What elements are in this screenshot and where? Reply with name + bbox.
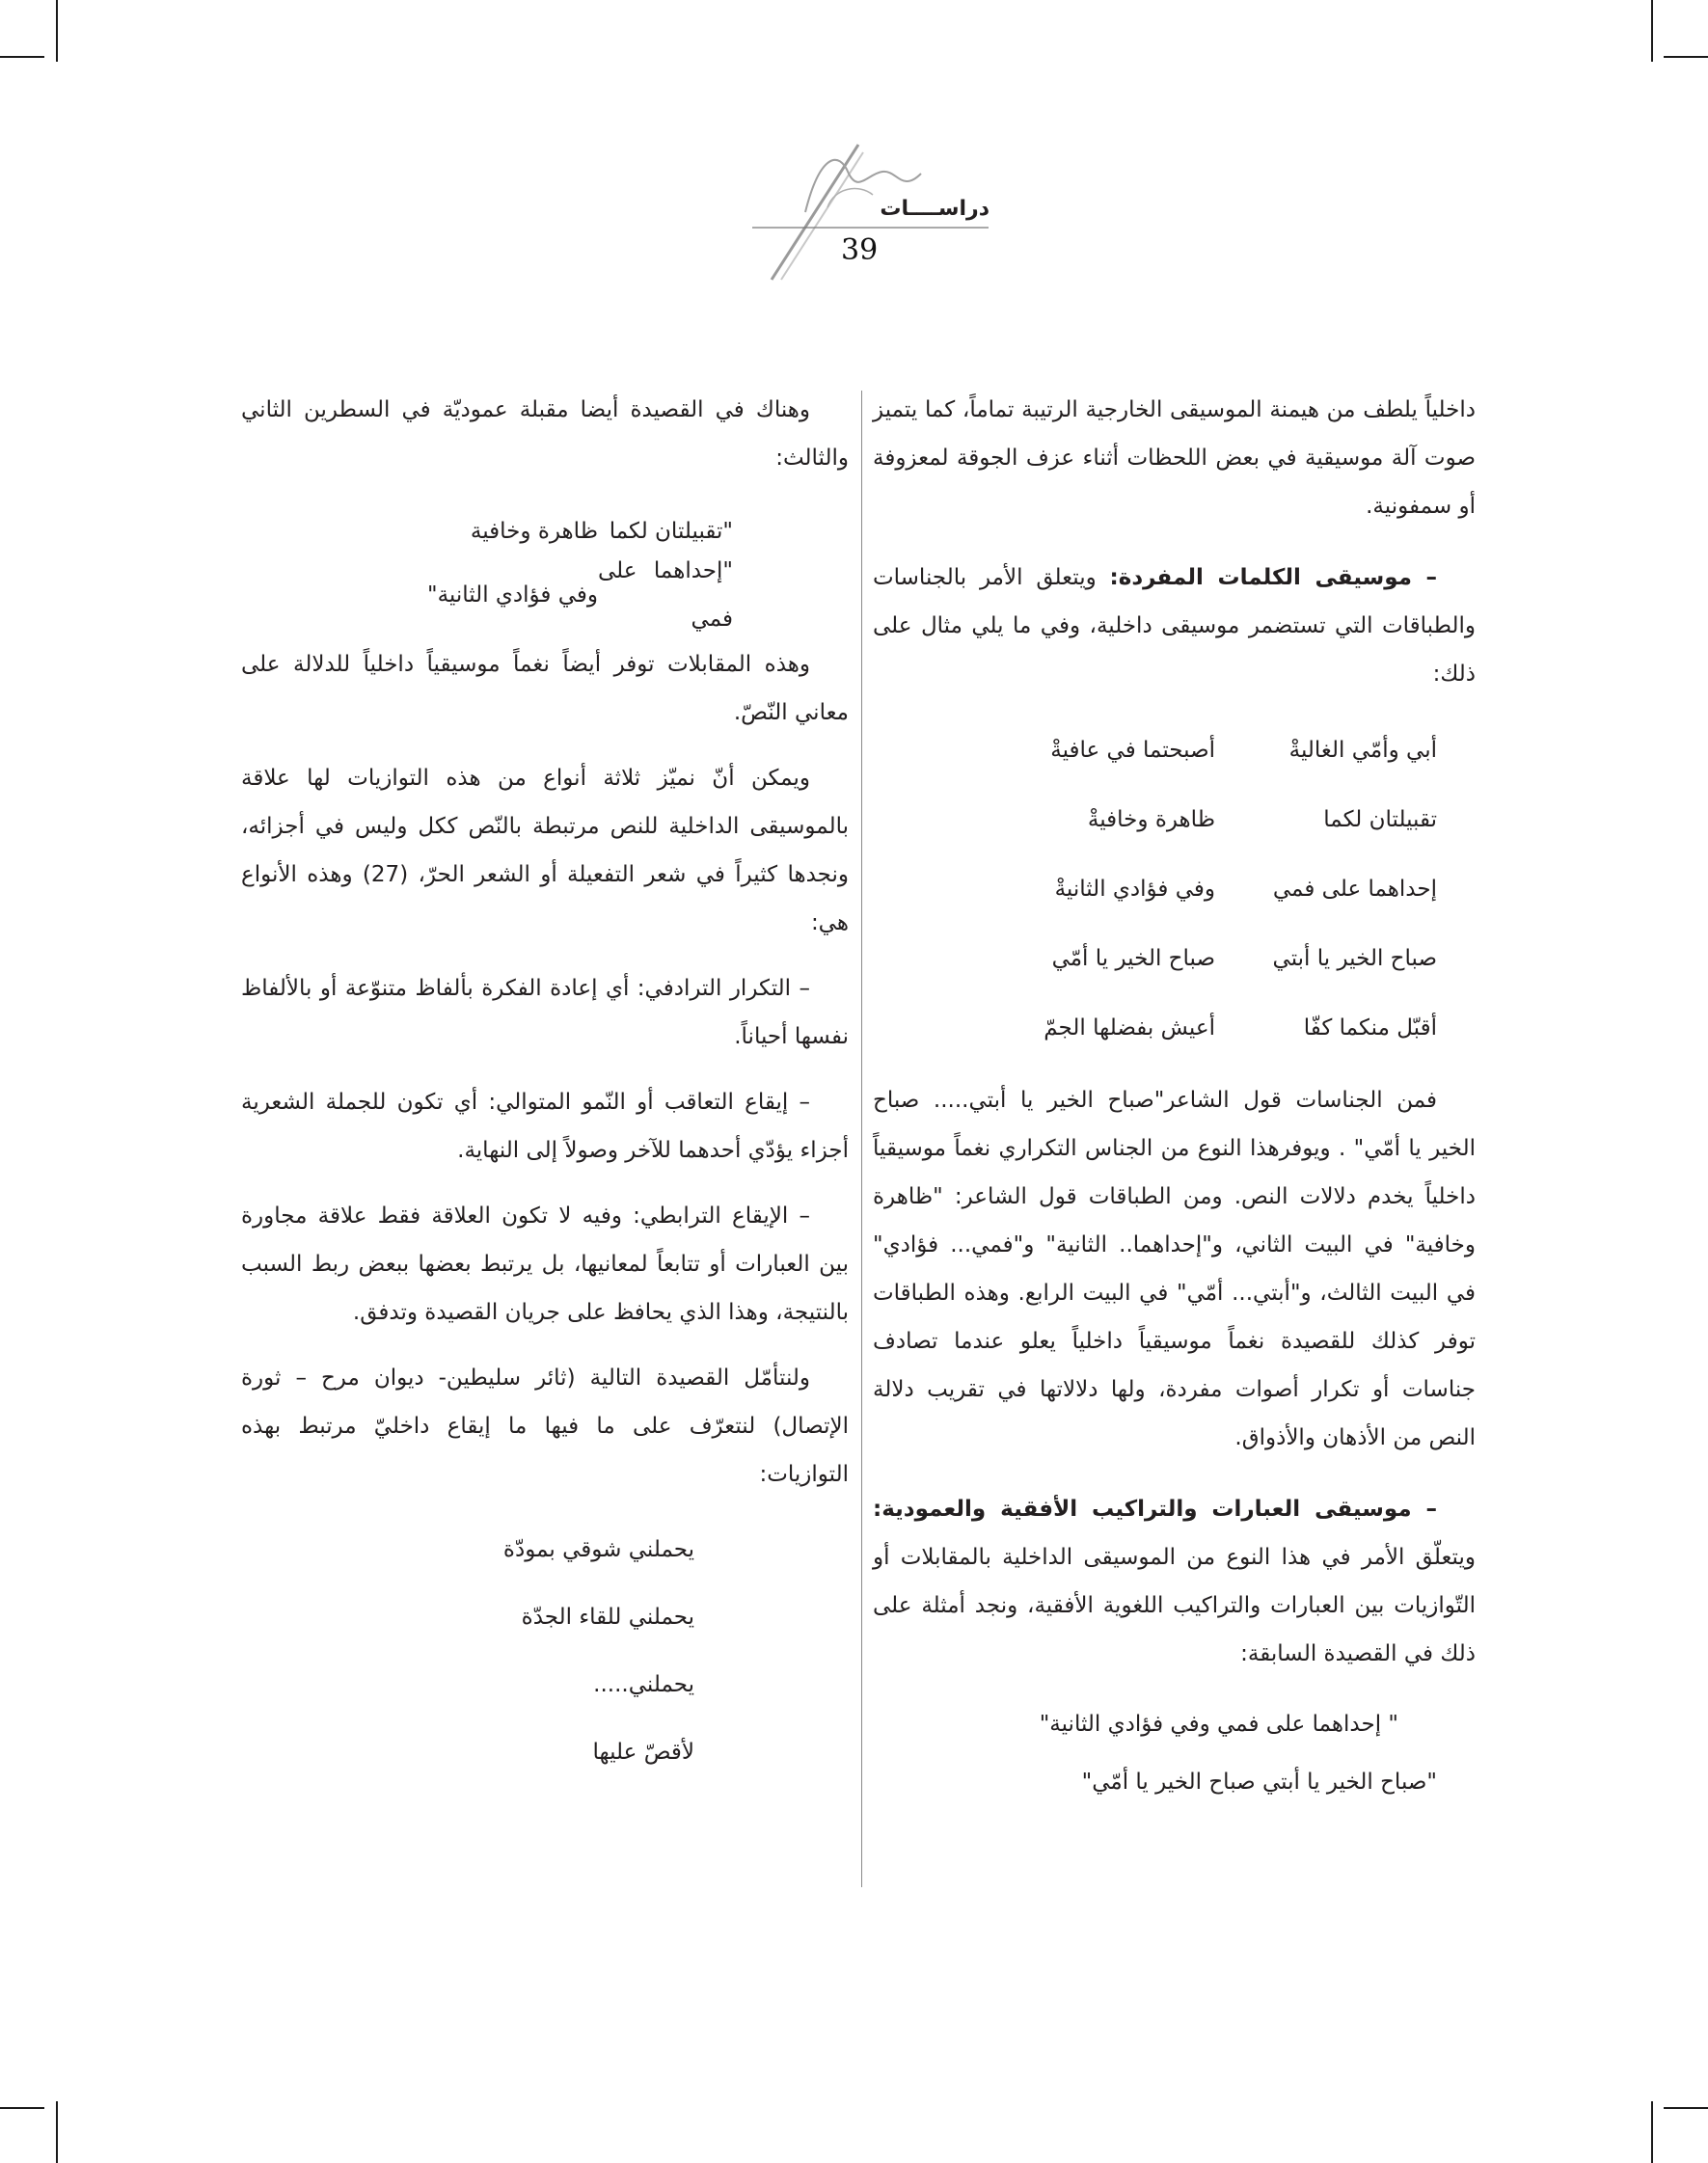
paragraph: ويمكن أنّ نميّز ثلاثة أنواع من هذه التوازيات لها علاقة بالموسيقى الداخلية للنص مرتبطة بالنّص ككل وليس في أجزائه، ونجدها كثيراً في شعر التفعيلة أو الشعر الحرّ، (27) وهذه الأنواع هي: — [241, 766, 850, 935]
verse-hemistich: وفي فؤادي الثانية" — [426, 582, 598, 608]
paragraph: – الإيقاع الترابطي: وفيه لا تكون العلاقة فقط علاقة مجاورة بين العبارات أو تتابعاً لمعانيها، بل يرتبط بعضها ببعض ربط السبب بالنتيجة، وهذا الذي يحافظ على جريان القصيدة وتدفق. — [241, 1203, 849, 1325]
crop-mark-right-upper — [1664, 56, 1708, 58]
crop-mark-top-left — [56, 0, 58, 62]
verse-hemistich: تقبيلتان لكما — [1323, 807, 1437, 832]
subheading: – موسيقى الكلمات المفردة: — [1109, 565, 1437, 590]
left-column — [241, 386, 849, 1786]
verse-row — [873, 924, 1476, 993]
crop-mark-left-upper — [0, 56, 44, 58]
poem-line: يحملني..... — [593, 1672, 694, 1697]
crop-mark-bottom-left — [56, 2101, 58, 2163]
verse-hemistich: إحداهما على فمي — [1272, 877, 1437, 902]
verse-row — [873, 785, 1476, 854]
poem-line: لأقصّ عليها — [592, 1740, 694, 1765]
paragraph — [873, 554, 1476, 698]
verse-row — [873, 716, 1476, 785]
verse-hemistich: أصبحتما في عافيةْ — [1050, 738, 1215, 763]
verse-row — [873, 854, 1476, 924]
right-column — [873, 386, 1476, 1811]
quoted-verse: " إحداهما على فمي وفي فؤادي الثانية" — [1039, 1712, 1398, 1737]
verse-hemistich: ظاهرة وخافية — [470, 519, 598, 544]
paragraph: وهناك في القصيدة أيضا مقبلة عموديّة في السطرين الثاني والثالث: — [241, 397, 849, 471]
verse-hemistich: ظاهرة وخافيةْ — [1087, 807, 1215, 832]
verse-hemistich: أقبّل منكما كفّا — [1303, 1015, 1437, 1041]
verse-hemistich: أبي وأمّي الغاليةْ — [1288, 738, 1437, 763]
paragraph: داخلياً يلطف من هيمنة الموسيقى الخارجية الرتيبة تماماً، كما يتميز صوت آلة موسيقية في بعض اللحظات أثناء عزف الجوقة لمعزوفة أو سمفونية. — [873, 397, 1476, 519]
verse-row — [873, 993, 1476, 1063]
verse-table — [873, 716, 1476, 1063]
column-divider — [861, 391, 862, 1887]
verse-hemistich: وفي فؤادي الثانيةْ — [1054, 877, 1215, 902]
subheading: – موسيقى العبارات والتراكيب الأفقية والعمودية: — [873, 1497, 1437, 1522]
paragraph: – إيقاع التعاقب أو النّمو المتوالي: أي تكون للجملة الشعرية أجزاء يؤدّي أحدهما للآخر وصولاً إلى النهاية. — [241, 1090, 849, 1163]
paragraph: وهذه المقابلات توفر أيضاً نغماً موسيقياً داخلياً للدلالة على معاني النّصّ. — [241, 652, 849, 725]
paragraph: فمن الجناسات قول الشاعر"صباح الخير يا أبتي..... صباح الخير يا أمّي" . ويوفرهذا النوع من الجناس التكراري نغماً موسيقياً داخلياً يخدم دلالات النص. ومن الطباقات قول الشاعر: "ظاهرة وخافية" في البيت الثاني، و"إحداهما.. الثانية" و"فمي... فؤادي" في البيت الثالث، و"أبتي... أمّي" في البيت الرابع. وهذه الطباقات توفر كذلك للقصيدة نغماً موسيقياً داخلياً يعلو عندما تصادف جناسات أو تكرار أصوات مفردة، ولها دلالاتها في تقريب دلالة النص من الأذهان والأذواق. — [873, 1088, 1476, 1450]
verse-hemistich: أعيش بفضلها الجمّ — [1044, 1015, 1215, 1041]
page-header — [714, 135, 1003, 289]
paragraph — [873, 1485, 1476, 1678]
verse-hemistich: "إحداهما على فمي — [598, 558, 733, 632]
paragraph-text: ويتعلق الأمر بالجناسات والطباقات التي تستضمر موسيقى داخلية، وفي ما يلي مثال على ذلك: — [873, 565, 1476, 687]
verse-hemistich: صباح الخير يا أمّي — [1051, 946, 1215, 971]
verse-hemistich: "تقبيلتان لكما — [609, 519, 733, 544]
paragraph: ولنتأمّل القصيدة التالية (ثائر سليطين- ديوان مرح – ثورة الإتصال) لنتعرّف على ما فيها ما إيقاع داخليّ مرتبط بهذه التوازيات: — [241, 1365, 849, 1487]
paragraph: – التكرار الترادفي: أي إعادة الفكرة بألفاظ متنوّعة أو بالألفاظ نفسها أحياناً. — [241, 976, 849, 1049]
page-number: 39 — [841, 233, 879, 267]
quoted-verse: "صباح الخير يا أبتي صباح الخير يا أمّي" — [1081, 1770, 1437, 1795]
verse-hemistich: صباح الخير يا أبتي — [1272, 946, 1437, 971]
poem-line: يحملني للقاء الجدّة — [521, 1605, 694, 1630]
paragraph-text: ويتعلّق الأمر في هذا النوع من الموسيقى الداخلية بالمقابلات أو التّوازيات بين العبارات والتراكيب اللغوية الأفقية، ونجد أمثلة على ذلك في القصيدة السابقة: — [873, 1545, 1476, 1666]
poem-line: يحملني شوقي بمودّة — [502, 1537, 694, 1562]
verse-row — [241, 558, 849, 632]
section-label: دراســــات — [880, 197, 990, 221]
crop-mark-bottom-right — [1651, 2101, 1653, 2163]
crop-mark-top-right — [1651, 0, 1653, 62]
crop-mark-left-lower — [0, 2107, 44, 2109]
crop-mark-right-lower — [1664, 2107, 1708, 2109]
